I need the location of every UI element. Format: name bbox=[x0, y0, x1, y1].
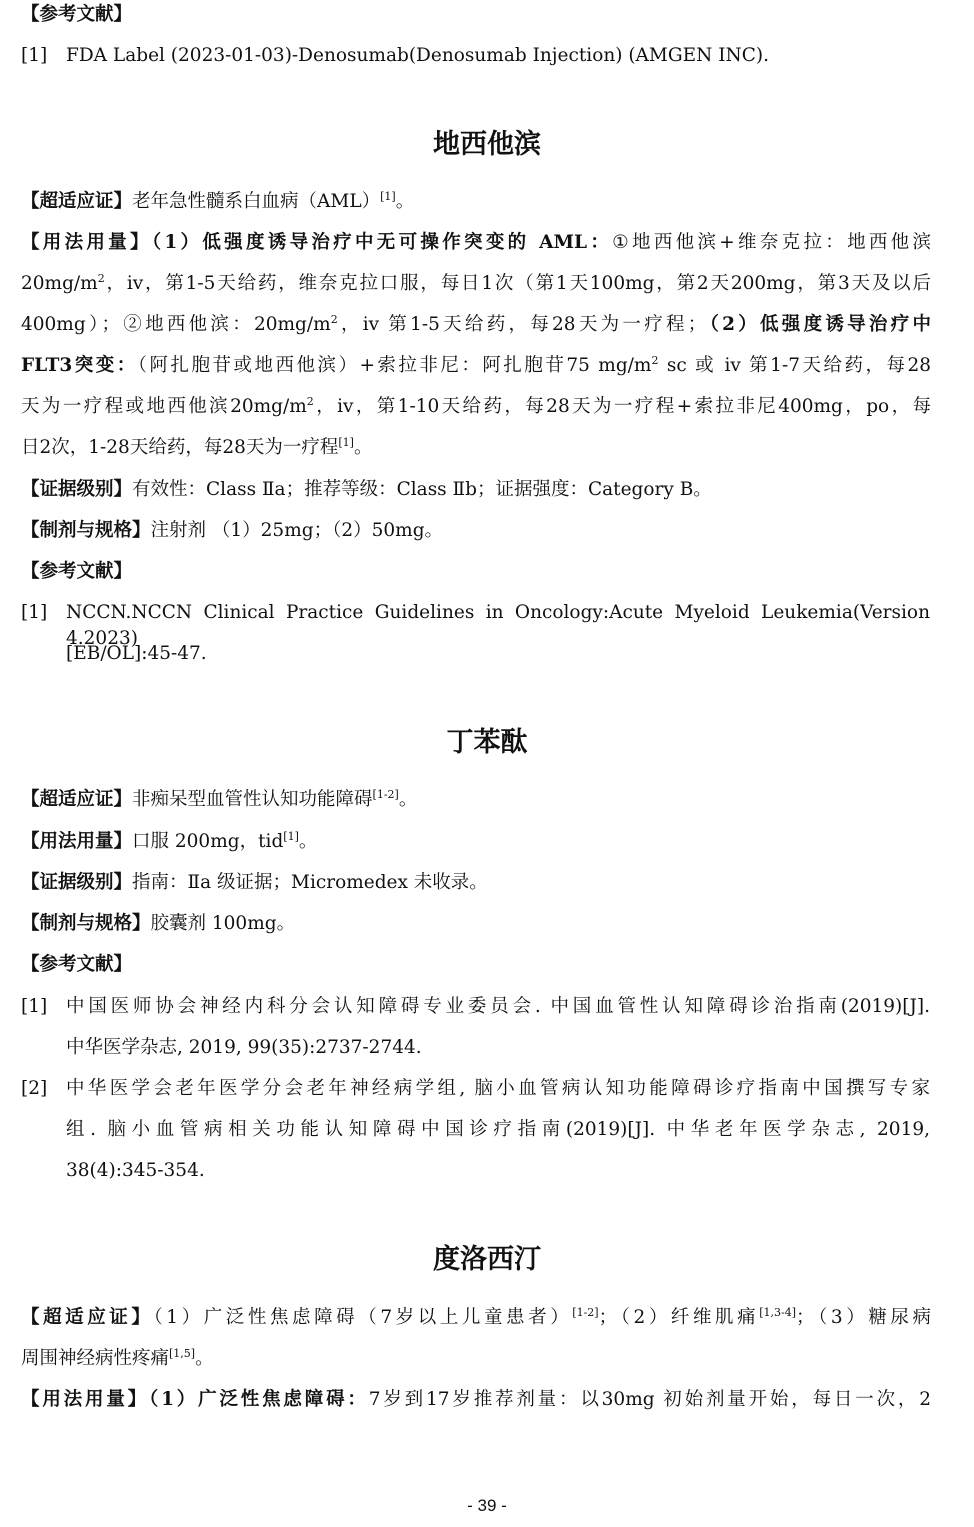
butylphthalide-indication: 【超适应证】非痴呆型血管性认知功能障碍[1-2]。 bbox=[21, 788, 418, 810]
section-title-duloxetine: 度洛西汀 bbox=[433, 1244, 541, 1275]
references-heading: 【参考文献】 bbox=[21, 561, 133, 582]
section-title-butylphthalide: 丁苯酞 bbox=[446, 727, 528, 758]
butylphthalide-formulation: 【制剂与规格】胶囊剂 100mg。 bbox=[21, 913, 296, 934]
reference-number: [2] bbox=[21, 1078, 48, 1099]
reference-text: FDA Label (2023-01-03)-Denosumab(Denosumab Injection) (AMGEN INC). bbox=[66, 45, 769, 66]
decitabine-usage-line-4: FLT3突变：（阿扎胞苷或地西他滨）+索拉非尼：阿扎胞苷75 $mg/m^2$ sc 或 iv 第1-7天给药，每28 bbox=[21, 354, 931, 376]
usage-label: 【用法用量】 bbox=[21, 1389, 149, 1410]
reference-text: 中华医学会老年医学分会老年神经病学组, 脑小血管病认知功能障碍诊疗指南中国撰写专家 bbox=[66, 1078, 930, 1099]
decitabine-usage-line-6: 日2次，1-28天给药，每28天为一疗程[1]。 bbox=[21, 436, 373, 458]
evidence-label: 【证据级别】 bbox=[21, 479, 133, 500]
decitabine-usage-line-5: 天为一疗程或地西他滨$20mg/m^2$，iv，第1-10天给药，每28天为一疗程+索拉非尼400mg，po，每 bbox=[21, 395, 932, 417]
reference-text: 中国医师协会神经内科分会认知障碍专业委员会. 中国血管性认知障碍诊治指南(2019)[J]. bbox=[66, 996, 930, 1017]
butylphthalide-usage: 【用法用量】口服 200mg，tid[1]。 bbox=[21, 830, 318, 852]
evidence-label: 【证据级别】 bbox=[21, 872, 133, 893]
page-number: - 39 - bbox=[467, 1496, 507, 1515]
references-heading: 【参考文献】 bbox=[21, 954, 133, 975]
formulation-label: 【制剂与规格】 bbox=[21, 520, 151, 541]
reference-number: [1] bbox=[21, 602, 48, 623]
duloxetine-usage-line-1: 【用法用量】（1）广泛性焦虑障碍：7岁到17岁推荐剂量：以30mg 初始剂量开始，每日一次，2 bbox=[21, 1389, 932, 1410]
indication-label: 【超适应证】 bbox=[21, 191, 133, 212]
reference-text: 组. 脑小血管病相关功能认知障碍中国诊疗指南(2019)[J]. 中华老年医学杂志, 2019, bbox=[66, 1119, 930, 1140]
reference-number: [1] bbox=[21, 45, 48, 66]
reference-text: 38(4):345-354. bbox=[66, 1160, 205, 1181]
decitabine-usage-line-3: 400mg）；②地西他滨：$20mg/m^2$，iv 第1-5天给药，每28天为一疗程；（2）低强度诱导治疗中 bbox=[21, 313, 931, 335]
reference-text: [EB/OL]:45-47. bbox=[66, 643, 207, 664]
decitabine-indication: 【超适应证】老年急性髓系白血病（AML）[1]。 bbox=[21, 190, 415, 212]
section-title-decitabine: 地西他滨 bbox=[433, 129, 541, 160]
usage-label: 【用法用量】 bbox=[21, 232, 152, 253]
reference-text: NCCN.NCCN Clinical Practice Guidelines in Oncology:Acute Myeloid Leukemia(Version 4.2023) bbox=[66, 602, 930, 649]
references-heading: 【参考文献】 bbox=[21, 4, 133, 25]
formulation-label: 【制剂与规格】 bbox=[21, 913, 151, 934]
duloxetine-indication-line-1: 【超适应证】（1）广泛性焦虑障碍（7岁以上儿童患者）[1-2]；（2）纤维肌痛[1,3-4]；（3）糖尿病 bbox=[21, 1306, 931, 1328]
decitabine-usage-line-2: $20mg/m^2$，iv，第1-5天给药，维奈克拉口服，每日1次（第1天100mg，第2天200mg，第3天及以后 bbox=[21, 272, 931, 294]
duloxetine-indication-line-2: 周围神经病性疼痛[1,5]。 bbox=[21, 1347, 214, 1369]
butylphthalide-evidence: 【证据级别】指南：Ⅱa 级证据；Micromedex 未收录。 bbox=[21, 872, 488, 893]
usage-label: 【用法用量】 bbox=[21, 831, 133, 852]
reference-number: [1] bbox=[21, 996, 48, 1017]
decitabine-evidence: 【证据级别】有效性：Class Ⅱa；推荐等级：Class Ⅱb；证据强度：Category B。 bbox=[21, 479, 712, 500]
decitabine-formulation: 【制剂与规格】注射剂 （1）25mg；（2）50mg。 bbox=[21, 520, 444, 541]
reference-text: 中华医学杂志, 2019, 99(35):2737-2744. bbox=[66, 1037, 422, 1058]
indication-label: 【超适应证】 bbox=[21, 1307, 154, 1328]
decitabine-usage-line-1: 【用法用量】（1）低强度诱导治疗中无可操作突变的 AML：①地西他滨+维奈克拉：地西他滨 bbox=[21, 232, 931, 253]
indication-label: 【超适应证】 bbox=[21, 789, 133, 810]
